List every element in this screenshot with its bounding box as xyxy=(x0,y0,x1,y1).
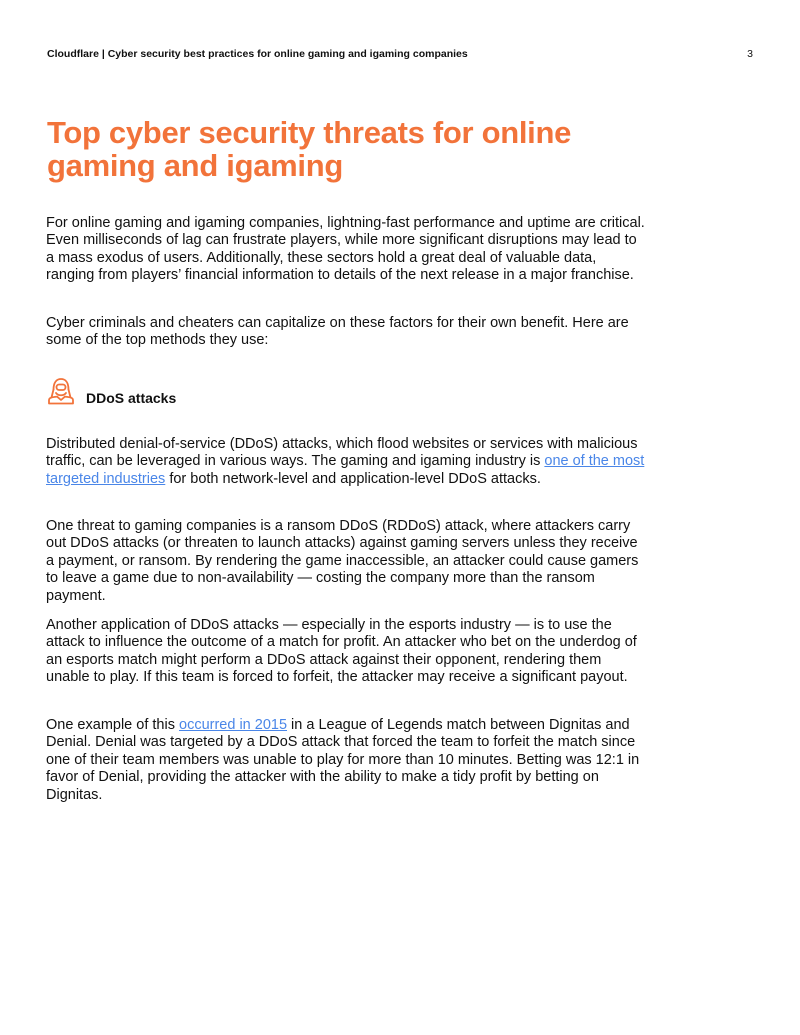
ddos-paragraph-1-text-b: for both network-level and application-level DDoS attacks. xyxy=(165,470,541,487)
ddos-paragraph-4-text-a: One example of this xyxy=(46,717,179,733)
ddos-paragraph-3: Another application of DDoS attacks — especially in the esports industry — is to use the attack to influence the outcome of a match for profit. An attacker who bet on the underdog of an esports match might perform a DDoS attack against their opponent, rendering them unable to play. If this team is forced to forfeit, the attacker may receive a significant payout. xyxy=(46,617,637,686)
page-header xyxy=(47,46,753,62)
ddos-paragraph-2: One threat to gaming companies is a ransom DDoS (RDDoS) attack, where attackers carry out DDoS attacks (or threaten to launch attacks) against gaming servers unless they receive a payment, or ransom. By rendering the game inaccessible, an attacker could cause gamers to leave a game due to non-availability — costing the company more than the ransom payment. xyxy=(46,518,639,604)
most-targeted-industries-link[interactable]: one of the most targeted industries xyxy=(46,453,645,487)
ddos-paragraph-4-text-b: in a League of Legends match between Dignitas and Denial. Denial was targeted by a DDoS attack that forced the team to forfeit the match since one of their team members was unable to play for more than 10 minutes. Betting was 12:1 in favor of Denial, providing the attacker with the ability to make a tidy profit by betting on Dignitas. xyxy=(46,717,640,803)
occurred-in-2015-link[interactable]: occurred in 2015 xyxy=(179,717,288,733)
page-number: 3 xyxy=(747,48,753,60)
section-heading-label: DDoS attacks xyxy=(86,390,177,406)
intro-paragraph-1: For online gaming and igaming companies, lightning-fast performance and uptime are critical. Even milliseconds of lag can frustrate players, while more significant disruptions may lead to a mass exodus of users. Additionally, these sectors hold a great deal of valuable data, ranging from players’ financial information to details of the next release in a major franchise. xyxy=(46,215,645,284)
page-title: Top cyber security threats for online gaming and igaming xyxy=(47,115,572,183)
intro-paragraph-2: Cyber criminals and cheaters can capitalize on these factors for their own benefit. Here are some of the top methods they use: xyxy=(46,315,629,349)
ddos-paragraph-4 xyxy=(46,717,646,804)
ddos-paragraph-1 xyxy=(46,436,646,488)
document-title: Cloudflare | Cyber security best practices for online gaming and igaming companies xyxy=(47,48,468,60)
ddos-paragraph-1-text-a: Distributed denial-of-service (DDoS) attacks, which flood websites or services with malicious traffic, can be leveraged in various ways. The gaming and igaming industry is xyxy=(46,436,638,470)
hooded-attacker-icon xyxy=(46,376,76,406)
section-heading-ddos xyxy=(46,376,446,408)
